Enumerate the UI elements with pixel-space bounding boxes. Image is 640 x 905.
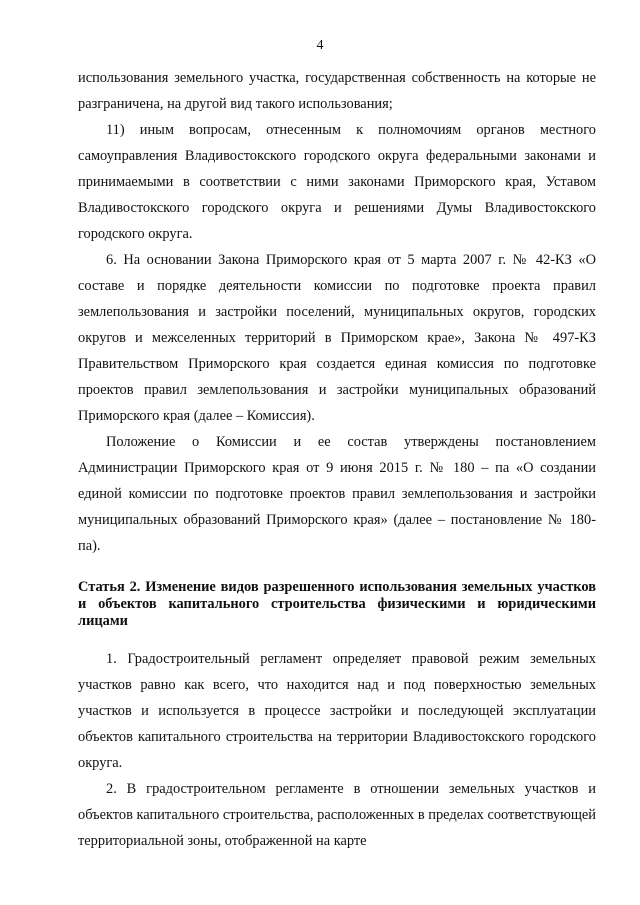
article-paragraph-1: 1. Градостроительный регламент определяет правовой режим земельных участков равно как всего, что находится над и под поверхностью земельных участков и используется в процессе застройки и последующей эксплуатации объектов капитального строительства на территории Владивостокского городского округа. <box>78 651 596 771</box>
document-body <box>78 65 596 854</box>
article-heading: Статья 2. Изменение видов разрешенного использования земельных участков и объектов капитального строительства физическими и юридическими лицами <box>78 579 596 629</box>
article-paragraph-2: 2. В градостроительном регламенте в отношении земельных участков и объектов капитального строительства, расположенных в пределах соответствующей территориальной зоны, отображенной на карте <box>78 781 596 849</box>
paragraph-commission-regulation: Положение о Комиссии и ее состав утверждены постановлением Администрации Приморского края от 9 июня 2015 г. № 180 – па «О создании единой комиссии по подготовке проектов правил землепользования и застройки муниципальных образований Приморского края» (далее – постановление № 180-па). <box>78 434 596 554</box>
paragraph-item-6: 6. На основании Закона Приморского края от 5 марта 2007 г. № 42-КЗ «О составе и порядке деятельности комиссии по подготовке проекта правил землепользования и застройки поселений, муниципальных округов, городских округов и межселенных территорий в Приморском крае», Закона № 497-КЗ Правительством Приморского края создается единая комиссия по подготовке проектов правил землепользования и застройки муниципальных образований Приморского края (далее – Комиссия). <box>78 252 596 424</box>
page-number: 4 <box>316 38 324 53</box>
paragraph-continuation: использования земельного участка, государственная собственность на которые не разграничена, на другой вид такого использования; <box>78 70 596 112</box>
paragraph-item-11: 11) иным вопросам, отнесенным к полномочиям органов местного самоуправления Владивостокского городского округа федеральными законами и принимаемыми в соответствии с ними законами Приморского края, Уставом Владивостокского городского округа и решениями Думы Владивостокского городского округа. <box>78 122 596 242</box>
